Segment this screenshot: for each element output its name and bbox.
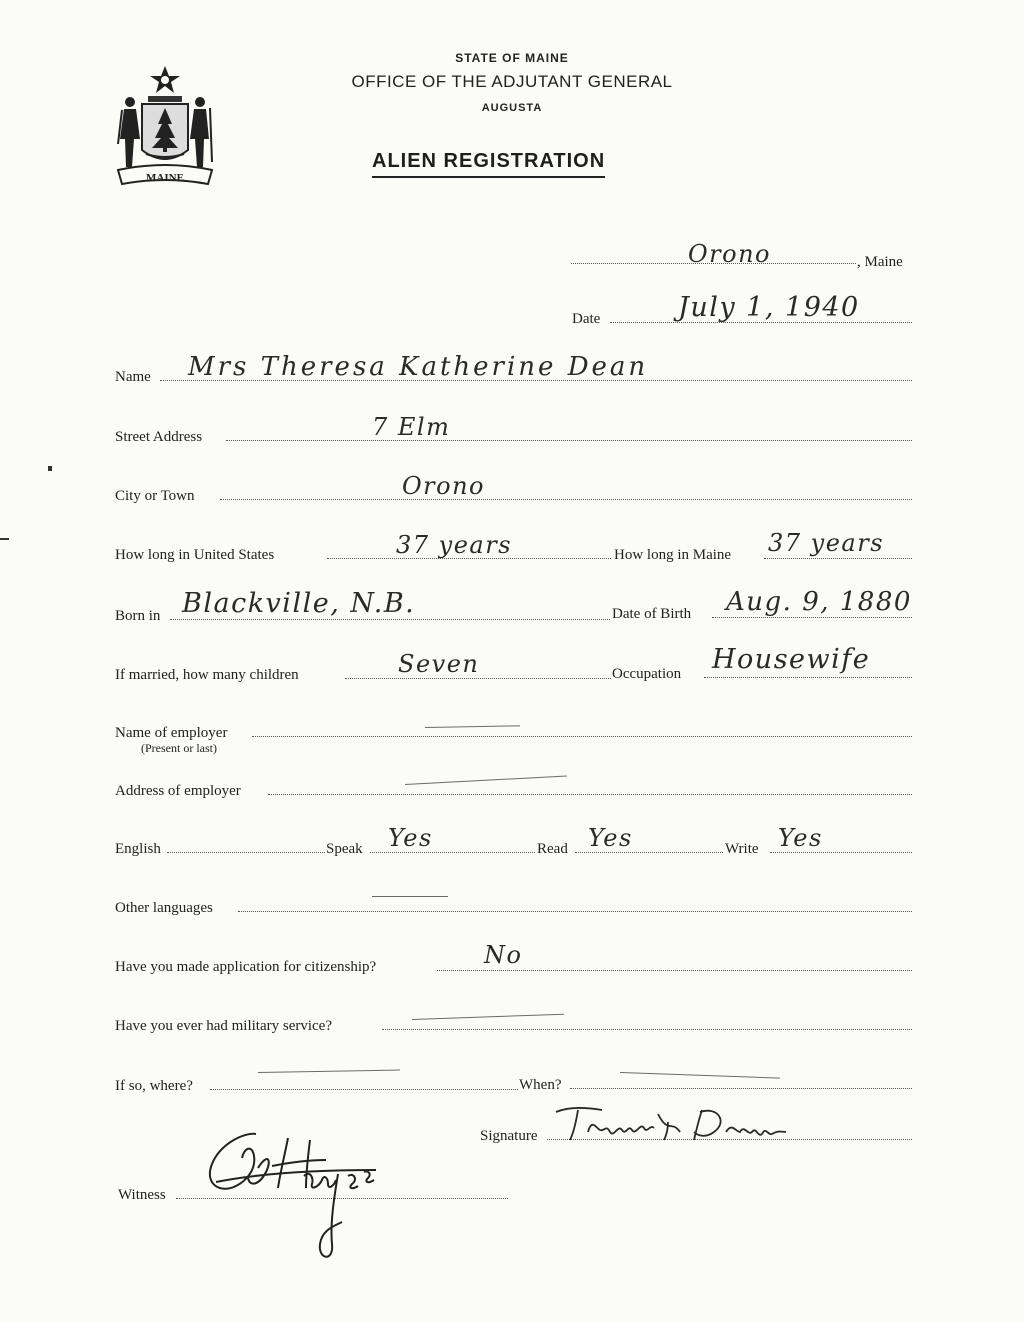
where-blank-mark (258, 1070, 400, 1073)
english-label: English (115, 841, 161, 857)
street-label: Street Address (115, 429, 203, 445)
dob-label: Date of Birth (612, 606, 692, 622)
children-field[interactable] (345, 678, 611, 679)
where-field[interactable] (210, 1089, 518, 1090)
read-label: Read (537, 841, 568, 857)
military-blank-mark (412, 1014, 564, 1020)
children-value: Seven (398, 650, 480, 678)
when-label: When? (519, 1077, 562, 1093)
city-label: City or Town (115, 488, 195, 504)
seal-text: MAINE (146, 172, 184, 184)
speak-value: Yes (388, 824, 433, 852)
other-languages-label: Other languages (115, 900, 213, 916)
citizenship-field[interactable] (437, 970, 912, 971)
city-field[interactable] (220, 499, 912, 500)
read-field[interactable] (575, 852, 723, 853)
other-languages-field[interactable] (238, 911, 912, 912)
write-label: Write (725, 841, 759, 857)
witness-label: Witness (118, 1187, 166, 1203)
place-label: , Maine (857, 254, 903, 270)
years-maine-field[interactable] (764, 558, 912, 559)
born-in-value: Blackville, N.B. (182, 588, 416, 619)
speak-label: Speak (326, 841, 363, 857)
years-maine-value: 37 years (768, 529, 885, 557)
when-blank-mark (620, 1072, 780, 1079)
occupation-value: Housewife (712, 644, 871, 675)
other-languages-blank-mark (372, 896, 448, 897)
street-value: 7 Elm (372, 413, 451, 441)
date-label: Date (572, 311, 601, 327)
speak-field[interactable] (370, 852, 535, 853)
read-value: Yes (588, 824, 633, 852)
employer-address-label: Address of employer (115, 783, 241, 799)
scan-edge-mark (0, 538, 9, 540)
citizenship-label: Have you made application for citizenship? (115, 959, 377, 975)
occupation-field[interactable] (704, 677, 912, 678)
when-field[interactable] (570, 1088, 912, 1089)
employer-sublabel: (Present or last) (141, 741, 217, 755)
witness-signature (196, 1120, 386, 1260)
employer-address-field[interactable] (268, 794, 912, 795)
military-label: Have you ever had military service? (115, 1018, 332, 1034)
born-in-label: Born in (115, 608, 161, 624)
state-heading: STATE OF MAINE (455, 51, 569, 65)
place-value: Orono (688, 240, 772, 268)
street-field[interactable] (226, 440, 912, 441)
scan-speck (48, 466, 52, 471)
occupation-label: Occupation (612, 666, 682, 682)
name-label: Name (115, 369, 151, 385)
office-heading: OFFICE OF THE ADJUTANT GENERAL (351, 72, 673, 91)
children-label: If married, how many children (115, 667, 299, 683)
form-title: ALIEN REGISTRATION (372, 148, 605, 178)
city-heading: AUGUSTA (481, 102, 543, 114)
applicant-signature (550, 1102, 810, 1146)
employer-blank-mark (425, 725, 520, 728)
name-value: Mrs Theresa Katherine Dean (188, 352, 649, 382)
write-value: Yes (778, 824, 823, 852)
years-maine-label: How long in Maine (614, 547, 732, 563)
dob-value: Aug. 9, 1880 (726, 587, 912, 617)
where-label: If so, where? (115, 1078, 193, 1094)
signature-label: Signature (480, 1128, 538, 1144)
date-value: July 1, 1940 (678, 292, 860, 323)
years-us-value: 37 years (396, 531, 513, 559)
employer-label: Name of employer (115, 725, 228, 741)
military-field[interactable] (382, 1029, 912, 1030)
years-us-label: How long in United States (115, 547, 275, 563)
city-value: Orono (402, 472, 486, 500)
employer-address-blank-mark (405, 776, 567, 785)
maine-state-seal (110, 62, 220, 192)
citizenship-value: No (484, 941, 523, 969)
write-field[interactable] (770, 852, 912, 853)
born-in-field[interactable] (170, 619, 610, 620)
employer-field[interactable] (252, 736, 912, 737)
dob-field[interactable] (712, 617, 912, 618)
english-leader (167, 852, 325, 853)
